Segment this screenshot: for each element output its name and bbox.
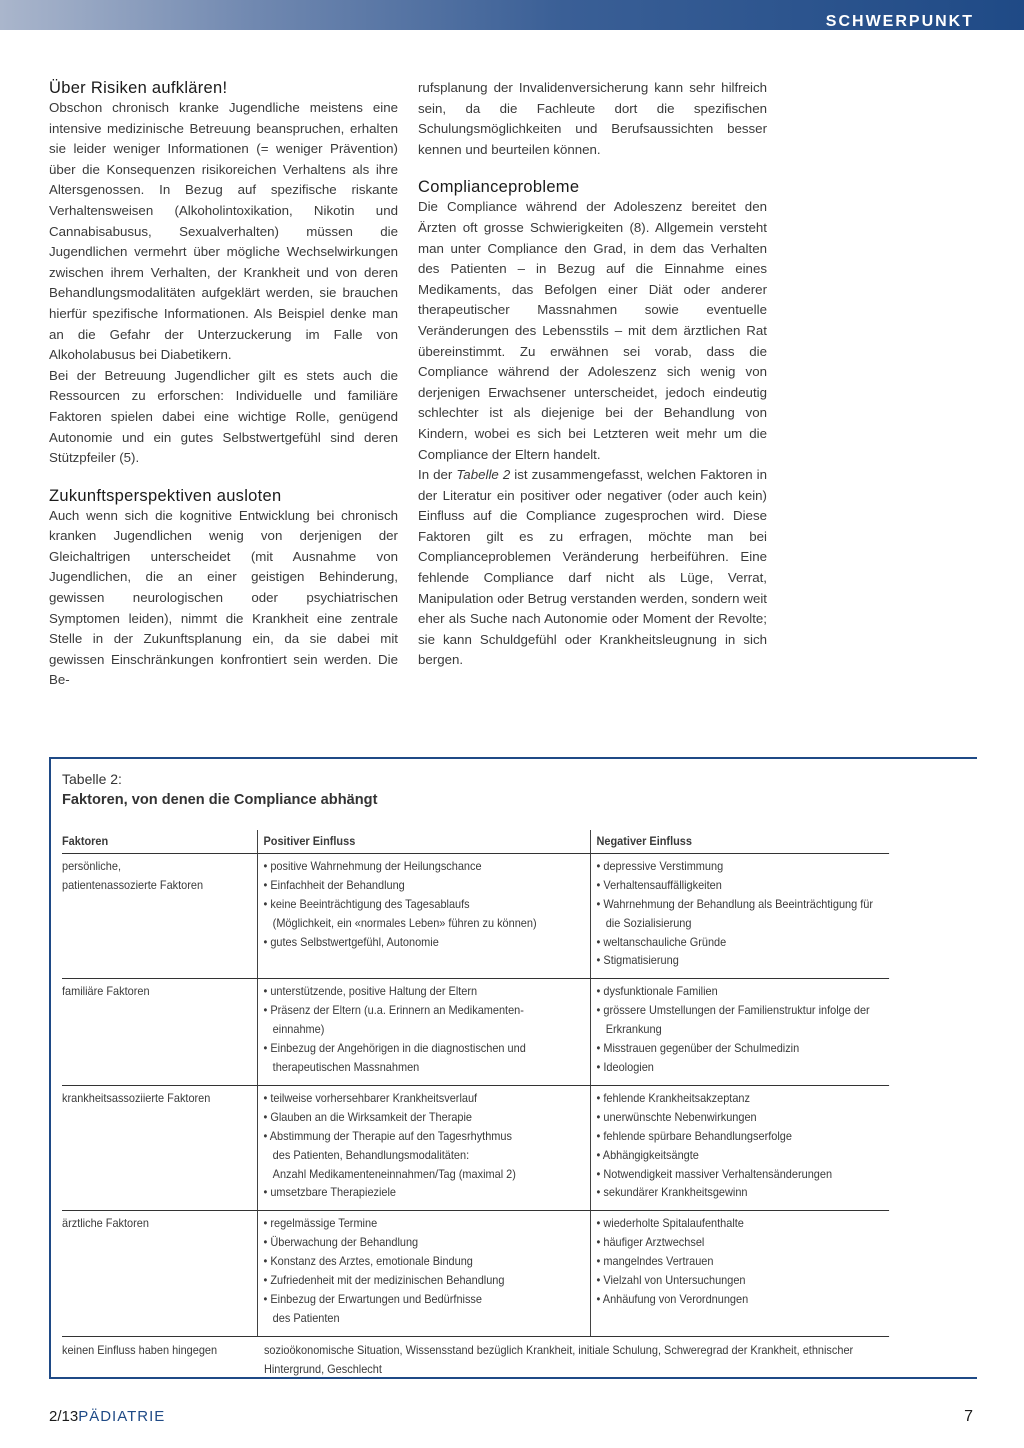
positive-item: • regelmässige Termine (263, 1214, 590, 1233)
factor-label: familiäre Faktoren (62, 984, 150, 999)
table-row (62, 853, 889, 978)
positive-item: • umsetzbare Therapieziele (263, 1183, 590, 1202)
negative-cell (591, 853, 890, 978)
negative-item: • Verhaltensauffälligkeiten (597, 876, 890, 895)
positive-item: Anzahl Medikamenteneinnahmen/Tag (maximal 2) (272, 1166, 516, 1181)
negative-item: • fehlende spürbare Behandlungserfolge (597, 1127, 890, 1146)
negative-item: • unerwünschte Nebenwirkungen (597, 1108, 890, 1127)
no-influence-label: keinen Einfluss haben hingegen (62, 1342, 218, 1357)
section-heading: Über Risiken aufklären! (49, 79, 228, 97)
positive-item: • Einfachheit der Behandlung (263, 876, 590, 895)
column-header: Faktoren (62, 830, 258, 853)
positive-item: • keine Beeinträchtigung des Tagesablaufs (263, 895, 590, 914)
negative-cell (591, 1085, 890, 1210)
positive-item: therapeutischen Massnahmen (272, 1059, 420, 1074)
positive-cell (258, 1085, 591, 1210)
factor-label: ärztliche Faktoren (62, 1216, 149, 1231)
positive-item: des Patienten, Behandlungsmodalitäten: (272, 1147, 470, 1162)
negative-item: • Notwendigkeit massiver Verhaltensänderungen (597, 1165, 890, 1184)
left-column (49, 78, 398, 691)
negative-item: • Abhängigkeitsängte (597, 1146, 890, 1165)
table-row (62, 1211, 889, 1336)
negative-item: • mangelndes Vertrauen (597, 1252, 890, 1271)
negative-item: • grössere Umstellungen der Familienstruktur infolge der Erkrankung (597, 1001, 890, 1039)
negative-item: • Wahrnehmung der Behandlung als Beeinträchtigung für (597, 895, 890, 914)
negative-item: • dysfunktionale Familien (597, 982, 890, 1001)
negative-item: • sekundärer Krankheitsgewinn (597, 1183, 890, 1202)
section-heading: Complianceprobleme (418, 178, 580, 197)
table-label: Tabelle 2: (62, 771, 122, 787)
positive-item: • Präsenz der Eltern (u.a. Erinnern an Medikamenten- (263, 1001, 590, 1020)
table-header-row (62, 830, 889, 853)
factor-cell (62, 1085, 258, 1210)
section-heading: Zukunftsperspektiven ausloten (49, 486, 282, 505)
positive-item: • Überwachung der Behandlung (263, 1233, 590, 1252)
negative-item: • Ideologien (597, 1058, 890, 1077)
factor-label: krankheitsassoziierte Faktoren (62, 1090, 211, 1105)
positive-item: • positive Wahrnehmung der Heilungschance (263, 857, 590, 876)
table-title: Faktoren, von denen die Compliance abhängt (62, 792, 378, 808)
factors-table (62, 830, 889, 1387)
negative-item: • depressive Verstimmung (597, 857, 890, 876)
positive-item: • Glauben an die Wirksamkeit der Therapie (263, 1108, 590, 1127)
section-label: SCHWERPUNKT (825, 13, 974, 30)
positive-item: • Konstanz des Arztes, emotionale Bindung (263, 1252, 590, 1271)
factor-label: persönliche, (62, 858, 121, 873)
footer-issue: 2/13PÄDIATRIE (49, 1408, 166, 1425)
negative-item: • fehlende Krankheitsakzeptanz (597, 1089, 890, 1108)
negative-item: • Misstrauen gegenüber der Schulmedizin (597, 1039, 890, 1058)
factor-cell (62, 979, 258, 1086)
positive-item: • Zufriedenheit mit der medizinischen Behandlung (263, 1271, 590, 1290)
negative-item: • Stigmatisierung (597, 951, 890, 970)
positive-item: • teilweise vorhersehbarer Krankheitsverlauf (263, 1089, 590, 1108)
factor-cell (62, 853, 258, 978)
negative-item: • häufiger Arztwechsel (597, 1233, 890, 1252)
positive-cell (258, 853, 591, 978)
positive-item: • Einbezug der Erwartungen und Bedürfnisse (263, 1290, 590, 1309)
negative-item: • Vielzahl von Untersuchungen (597, 1271, 890, 1290)
right-column (418, 78, 767, 671)
positive-item: (Möglichkeit, ein «normales Leben» führen zu können) (272, 915, 537, 930)
positive-item: des Patienten (272, 1310, 340, 1325)
positive-item: • unterstützende, positive Haltung der Eltern (263, 982, 590, 1001)
factor-cell (62, 1211, 258, 1336)
positive-item: • Abstimmung der Therapie auf den Tagesrhythmus (263, 1127, 590, 1146)
factor-label: patientenassozierte Faktoren (62, 877, 204, 892)
paragraph: In der Tabelle 2 ist zusammengefasst, welchen Faktoren in der Literatur ein positiver oder negativer (oder auch kein) Einfluss auf die Compliance zugesprochen wird. Diese Faktoren gilt es zu erfragen, möchte man bei Complianceproblemen Veränderung herbeiführen. Eine fehlende Compliance darf nicht als Lüge, Verrat, Manipulation oder Betrug verstanden werden, sondern weit eher als Suche nach Autonomie oder Moment der Revolte; sie kann Schuldgefühl oder Krankheitsleugnung in sich bergen. (418, 467, 767, 668)
negative-item: die Sozialisierung (605, 915, 692, 930)
negative-cell (591, 979, 890, 1086)
paragraph: Die Compliance während der Adoleszenz bereitet den Ärzten oft grosse Schwierigkeiten (8). Allgemein versteht man unter Compliance den Grad, in dem das Verhalten des Patienten – in Bezug auf die Einnahme eines Medikaments, das Befolgen einer Diät oder anderer therapeutischer Massnahmen sowie eventuelle Veränderungen des Lebensstils – mit dem ärztlichen Rat übereinstimmt. Zu erwähnen sei vorab, dass die Compliance während der Adoleszenz sich wenig von derjenigen Erwachsener unterscheidet, jedoch eindeutig schlechter ist als diejenige bei der Behandlung von Kindern, wobei es sich bei Letzteren weit mehr um die Compliance der Eltern handelt. (418, 199, 767, 462)
positive-cell (258, 1211, 591, 1336)
table-row (62, 1085, 889, 1210)
positive-item: einnahme) (272, 1022, 325, 1037)
positive-item: • gutes Selbstwertgefühl, Autonomie (263, 933, 590, 952)
page-number: 7 (964, 1408, 973, 1425)
negative-item: • weltanschauliche Gründe (597, 933, 890, 952)
column-header: Positiver Einfluss (258, 830, 591, 853)
no-influence-text: sozioökonomische Situation, Wissensstand bezüglich Krankheit, initiale Schulung, Schweregrad der Krankheit, ethnischer Hintergrund, Geschlecht (263, 1342, 854, 1376)
table-row-no-influence (62, 1336, 889, 1386)
paragraph: Bei der Betreuung Jugendlicher gilt es stets auch die Ressourcen zu erforschen: Individuelle und familiäre Faktoren spielen dabei eine wichtige Rolle, genügend Autonomie und ein gutes Selbstwertgefühl sind deren Stützpfeiler (5). (49, 367, 398, 466)
negative-cell (591, 1211, 890, 1336)
magazine-name: PÄDIATRIE (78, 1408, 166, 1425)
column-header: Negativer Einfluss (591, 830, 890, 853)
paragraph: rufsplanung der Invalidenversicherung kann sehr hilfreich sein, da die Fachleute dort die spezifischen Schulungsmöglichkeiten und Berufsaussichten besser kennen und beurteilen können. (418, 80, 767, 157)
paragraph: Auch wenn sich die kognitive Entwicklung bei chronisch kranken Jugendlichen wenig von derjenigen der Gleichaltrigen unterscheidet (mit Ausnahme von Jugendlichen, die an einer geistigen Behinderung, gewissen neurologischen oder psychiatrischen Symptomen leiden), nimmt die Krankheit eine zentrale Stelle in der Zukunftsplanung ein, da sie dabei mit gewissen Einschränkungen konfrontiert sein werden. Die Be- (49, 507, 398, 688)
table-row (62, 979, 889, 1086)
positive-item: • Einbezug der Angehörigen in die diagnostischen und (263, 1039, 590, 1058)
table-reference-link: Tabelle 2 (456, 467, 511, 483)
paragraph: Obschon chronisch kranke Jugendliche meistens eine intensive medizinische Betreuung beanspruchen, erhalten sie leider weniger Informationen (= weniger Prävention) über die Konsequenzen risikoreichen Verhaltens als ihre Altersgenossen. In Bezug auf spezifische riskante Verhaltensweisen (Alkoholintoxikation, Nikotin und Cannabisabusus, Sexualverhalten) müssen die Jugendlichen vermehrt über mögliche Wechselwirkungen zwischen ihrem Verhalten, der Krankheit und von deren Behandlungsmodalitäten aufgeklärt werden, sie brauchen hierfür spezifische Informationen. Als Beispiel denke man an die Gefahr der Unterzuckerung im Falle von Alkoholabusus bei Diabetikern. (49, 100, 398, 363)
negative-item: • Anhäufung von Verordnungen (597, 1290, 890, 1309)
negative-item: • wiederholte Spitalaufenthalte (597, 1214, 890, 1233)
positive-cell (258, 979, 591, 1086)
